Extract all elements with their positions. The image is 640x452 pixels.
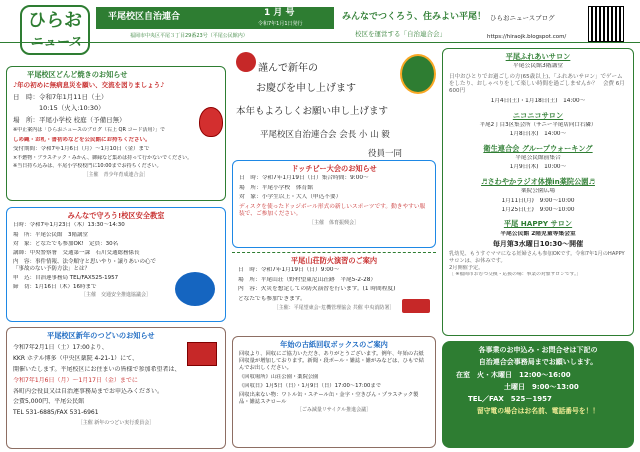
fire-box: [232, 252, 436, 334]
happy-sub: 2月開催予定。: [449, 264, 484, 271]
fire-place: 場 所：平尾山荘（野村望東尼山荘跡 平尾5-2-28）: [238, 276, 377, 283]
party-tel: TEL 531-6885/FAX 531-6961: [13, 409, 99, 417]
daruma-icon: [199, 107, 223, 137]
safety-deadline: 締 切：1月16日（木）16時まで: [13, 284, 97, 291]
dodgebee-title: ドッチビー大会のお知らせ: [291, 164, 377, 173]
recycle-p3: 《回収日》1月5日（日）・1月9日（日）17:00～17:00まで: [239, 382, 382, 389]
recycle-host: ［ごみ減量リサイクル推進会議］: [296, 407, 372, 414]
fire-note: どなたでも参加できます。: [238, 295, 306, 302]
police-icon: [175, 272, 215, 306]
happy-text: 乳幼児、もうすぐママになる妊婦さんも参加OKです。令和7年1月のHAPPYサロンは、お休みです。: [449, 251, 625, 265]
dontaku-place: 場 所：平尾小学校 校庭（予備日無）: [13, 115, 126, 124]
fire-title: 平尾山荘防火演習のご案内: [290, 256, 378, 265]
dontaku-box: [6, 66, 226, 201]
greeting-line3: 本年もよろしくお願い申し上げます: [236, 106, 389, 117]
radio-place: 薬院公園広場: [520, 188, 556, 195]
niconico-date: 1月8日(水) 14:00～: [509, 131, 567, 138]
niconico-title: ニコニコサロン: [512, 110, 564, 120]
walking-place: 平尾公民館前集合: [515, 154, 561, 161]
party-fee: 会費5,000円、平尾公民館: [13, 398, 85, 406]
tagline: みんなでつくろう、住みよい平尾！: [342, 12, 487, 22]
recycle-p2: 《回収場所》山荘公園・薬院公園: [239, 373, 319, 380]
radio-date2: 1月25日(土) 9:00～10:00: [501, 206, 575, 213]
safety-date: 日時：令和7年1月23日（木）13:30～14:30: [13, 222, 125, 229]
safety-title: みんなで守ろう!校区安全教室: [67, 211, 165, 220]
issue: 1 月 号: [264, 8, 295, 18]
dodgebee-host: ［主催 体育振興会］: [308, 220, 359, 227]
right-column: [442, 48, 634, 336]
party-text3: 各町内会役員又は自治連事務局までお申込みください。: [13, 387, 164, 395]
logo-bottom: ニュース: [30, 35, 82, 50]
safety-place: 場 所：平尾公民館 3階講堂: [13, 231, 89, 238]
contact-line4: 土曜日 9:00～13:00: [504, 383, 579, 392]
subtag: 校区を運営する「自治連合会」: [355, 30, 446, 38]
dontaku-intro: ♪年の初めに無病息災を願い、交流を図りましょう♪: [13, 81, 165, 90]
safety-box: [6, 207, 226, 322]
dodgebee-target: 対 象：小学生以上・大人（申込不要）: [239, 194, 342, 201]
ornament-icon: [236, 52, 256, 72]
dodgebee-place: 場 所：平尾小学校 体育館: [239, 184, 313, 191]
greeting-staff: 役員一同: [368, 149, 403, 159]
safety-host: ［主催 交通安全推進協議会］: [80, 292, 151, 299]
address: 福岡市中央区平尾３丁目29番23号（平尾公民館内）: [130, 33, 248, 39]
greeting-signer: 平尾校区自治連合会 会長 小 山 毅: [260, 130, 390, 140]
party-text1: 開催いたします。平尾校区にお住まいの皆様で参加希望者は、: [13, 365, 181, 373]
happy-schedule: 毎月第3水曜日10:30～開催: [492, 240, 584, 249]
radio-date1: 1月11日(月) 9:00～10:00: [501, 197, 575, 204]
dodgebee-date: 日 時：令和7年1月19日（日）集合時間：9:00～: [239, 175, 369, 182]
happy-note: ［ ※福岡市おむつ交換・応援の場：事業の対象サロンです。］: [449, 271, 582, 277]
recycle-box: [232, 336, 436, 448]
issue-date: 令和7年1月1日発行: [258, 21, 303, 27]
fire-truck-icon: [402, 299, 430, 313]
salon-date: 1月4日(土)・1月18日(土) 14:00～: [490, 98, 586, 105]
dontaku-period: 受付期間：令和7年1月6日（月）～1月10日（金）まで: [13, 145, 150, 152]
fire-date: 日 時：令和7年1月19日（日）9:00～: [238, 267, 340, 274]
logo: [20, 5, 90, 55]
blog-url[interactable]: https://hiraojk.blogspot.com/: [487, 34, 567, 40]
safety-contact: 申 込：自治連事務局 TEL/FAX525-1957: [13, 275, 119, 282]
dodgebee-desc: ディスクを使ったドッジボール形式の新しいスポーツです。動きやすい服装で、ご参加ください。: [239, 203, 426, 217]
contact-line3: 在室 火・木曜日 12:00～16:00: [456, 371, 571, 380]
gift-icon: [187, 342, 217, 366]
walking-date: 1月9日(木) 10:00～: [509, 164, 567, 171]
party-text2: 令和7年1月6日（月）～1月17日（金）までに: [13, 376, 138, 384]
greeting-line1: 謹んで新年の: [258, 63, 318, 74]
niconico-place: 平尾2丁目3区集会所（サニー平尾店向口右隣）: [479, 122, 597, 129]
dontaku-host: ［主催 青少年育成連合会］: [83, 171, 149, 178]
greeting-line2: お慶びを申し上げます: [256, 83, 356, 94]
snake-icon: [400, 54, 436, 94]
dontaku-title: 平尾校区どんど焼きのお知らせ: [27, 70, 128, 79]
party-date: 令和7年2月1日（土）17:00より、: [13, 344, 108, 352]
dontaku-time: 10:15（火入:10:30）: [39, 104, 105, 113]
blog-label: ひらおニュースブログ: [490, 14, 555, 22]
dodgebee-box: [232, 160, 436, 248]
fire-host: ［主催：平尾望東会･危機管理協会 共催 中央消防署］: [273, 304, 395, 311]
contact-line2: 自治連合会事務局までお願いします。: [478, 358, 598, 367]
safety-content: 内 容：事件情報、法令順守と思いやり・譲りあいの心で「事故のない予防方法」とは？: [13, 258, 157, 273]
salon-title: 平尾ふれあいサロン: [505, 52, 571, 61]
contact-line5[interactable]: TEL／FAX 525－1957: [468, 395, 552, 404]
org-name: 平尾校区自治連合: [108, 12, 181, 22]
dontaku-date: 日 時：令和7年1月11日（土）: [13, 92, 108, 101]
dontaku-misc: ※当日持ち込みは、平尾小学校校門に10:00までお持ちください。: [13, 163, 162, 170]
contact-line6: 留守電の場合はお名前、電話番号を！！: [476, 407, 600, 416]
qr-code[interactable]: [588, 6, 624, 42]
happy-title: 平尾 HAPPY サロン: [503, 219, 573, 229]
dontaku-bring: しめ縄・お札・書初めなどを公民館にお持ちください。: [13, 136, 151, 143]
safety-lecturer: 講師：中央警察署 交通第一課 石川交通総務係長: [13, 249, 140, 256]
recycle-p1: 回収より、回収にご協力いただき、ありがとうございます。例年、年始の古紙回収量が増加しております。新聞・段ボール・雑誌・雑がみなどは、ひもで結んでお出しください。: [239, 351, 424, 372]
contact-line1: 各事業のお申込み・お問合せは下記の: [478, 346, 598, 354]
party-title: 平尾校区新年のつどいのお知らせ: [47, 331, 155, 340]
recycle-title: 年始の古紙回収ボックスのご案内: [280, 340, 388, 349]
salon-subtitle: 平尾公民館3階講堂: [512, 63, 564, 70]
salon-text: 日中おひとりでお過ごしの方(65歳以上)、「ふれあいサロン」でゲームをしたり、おしゃべりをして楽しい時間を過ごしませんか？ 会費 6月 600円: [449, 73, 625, 95]
fire-content: 内 容：火災を想定しての防火演習を行います。(1 時間程度): [238, 286, 396, 293]
party-box: [6, 327, 226, 449]
header-rule: [0, 42, 640, 43]
walking-title: 衛生連合会 グループウォーキング: [483, 143, 593, 153]
dontaku-note: ※中止案内は「ひらおニュースのブログ（右上 QR コード活用）」で: [13, 127, 166, 134]
party-host: ［主催 新年のつどい実行委員会］: [77, 419, 155, 426]
radio-title: ♬さわやかラジオ体操in薬院公園♬: [481, 176, 595, 186]
contact-box: [442, 341, 634, 448]
party-place: KKR ホテル博多（中央区薬院 4-21-1）にて、: [13, 355, 139, 363]
recycle-p4: 回収出来ない物：ワトル缶・スチール缶・金字・空きびん・プラスチック製品・雑誌スチロール: [239, 391, 419, 405]
dontaku-warn: ×不燃物・プラスチック・みかん、御縁など集めは持って行かないでください。: [13, 154, 193, 161]
happy-place: 平尾公民館 2階児童等集会室: [500, 230, 576, 237]
logo-top: ひらお: [28, 10, 82, 31]
safety-target: 対 象：どなたでも参加OK! 定員：30名: [13, 240, 119, 247]
